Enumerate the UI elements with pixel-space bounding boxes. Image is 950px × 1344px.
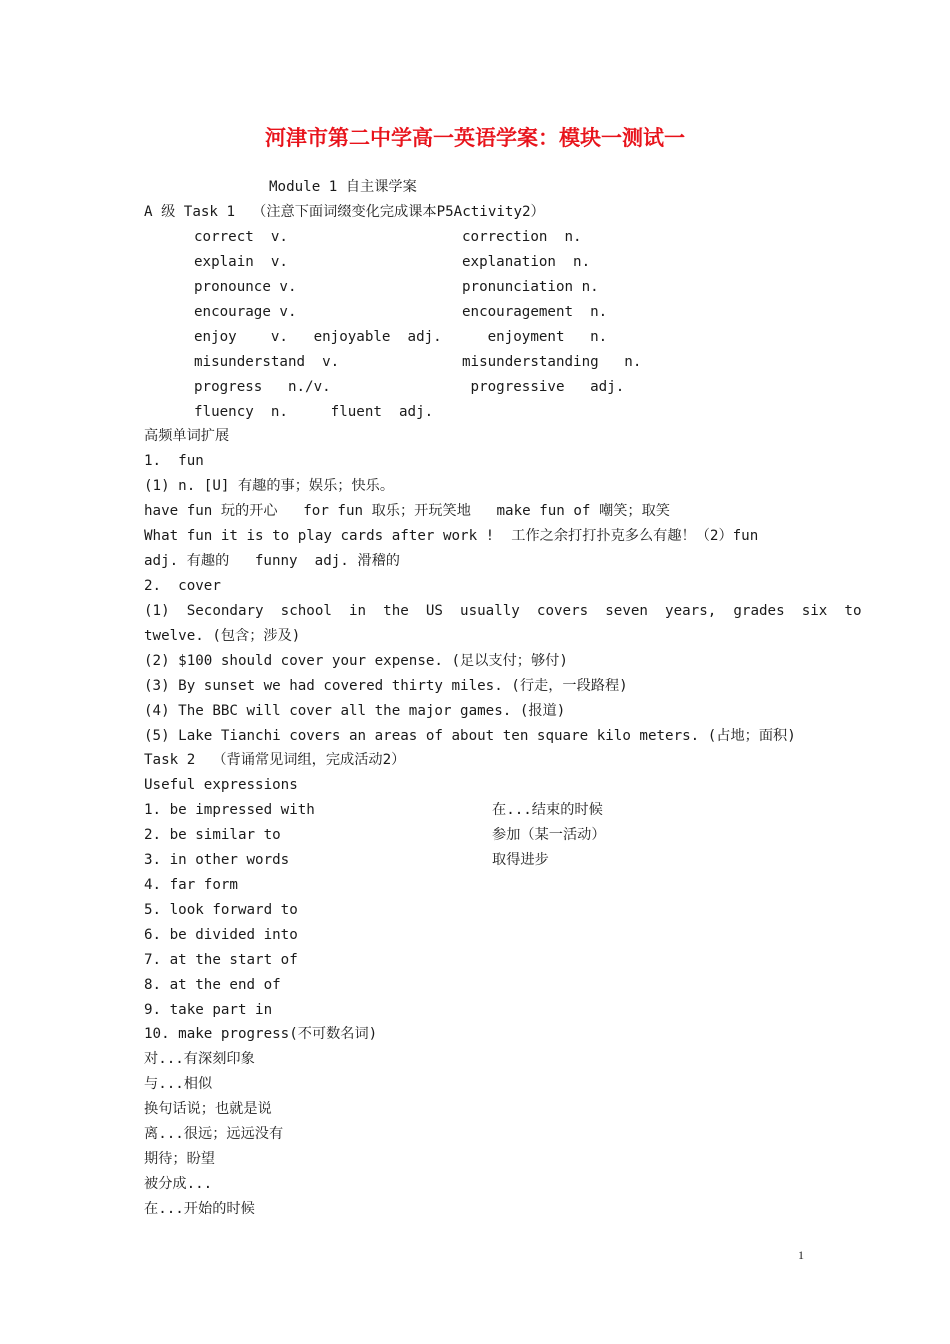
vocab-line: (5) Lake Tianchi covers an areas of about ten square kilo meters. (占地；面积)	[144, 728, 796, 744]
meaning-item: 离...很远；远远没有	[144, 1126, 284, 1142]
vocab-line: What fun it is to play cards after work ! 工作之余打打扑克多么有趣！（2）fun	[144, 528, 759, 544]
vocab-item-cover: 2. cover	[144, 578, 221, 594]
word-right: misunderstanding n.	[462, 354, 642, 370]
vocab-item-fun: 1. fun	[144, 453, 204, 469]
word-left: encourage v.	[194, 304, 297, 320]
word-left: correct v.	[194, 229, 288, 245]
meaning-item: 换句话说；也就是说	[144, 1101, 272, 1117]
meaning-item: 期待；盼望	[144, 1151, 215, 1167]
phrase-meaning: 取得进步	[492, 852, 549, 868]
meaning-item: 与...相似	[144, 1076, 213, 1092]
word-right: explanation n.	[462, 254, 591, 270]
vocab-line: (1) Secondary school in the US usually covers seven years, grades six to	[144, 603, 862, 619]
meaning-item: 被分成...	[144, 1176, 213, 1192]
meaning-item: 对...有深刻印象	[144, 1051, 255, 1067]
page-title: 河津市第二中学高一英语学案：模块一测试一	[265, 125, 685, 150]
task1-heading: A 级 Task 1 （注意下面词缀变化完成课本P5Activity2）	[144, 204, 545, 220]
task2-heading: Task 2 （背诵常见词组，完成活动2）	[144, 752, 406, 768]
vocab-line: twelve. (包含；涉及)	[144, 628, 301, 644]
word-left: pronounce v.	[194, 279, 297, 295]
phrase-item: 10. make progress(不可数名词)	[144, 1026, 378, 1042]
vocab-line: adj. 有趣的 funny adj. 滑稽的	[144, 553, 400, 569]
phrase-item: 2. be similar to	[144, 827, 281, 843]
word-right: progressive adj.	[462, 379, 625, 395]
word-right: enjoyment n.	[462, 329, 608, 345]
phrase-meaning: 参加（某一活动）	[492, 827, 606, 843]
word-left: misunderstand v.	[194, 354, 340, 370]
phrase-item: 1. be impressed with	[144, 802, 315, 818]
word-right: correction n.	[462, 229, 582, 245]
phrase-item: 4. far form	[144, 877, 238, 893]
phrase-item: 7. at the start of	[144, 952, 298, 968]
word-right: encouragement n.	[462, 304, 608, 320]
word-left: explain v.	[194, 254, 288, 270]
word-right: pronunciation n.	[462, 279, 599, 295]
word-left: progress n./v.	[194, 379, 331, 395]
phrase-item: 8. at the end of	[144, 977, 281, 993]
phrase-item: 5. look forward to	[144, 902, 298, 918]
vocab-line: (2) $100 should cover your expense. (足以支付；够付)	[144, 653, 568, 669]
phrase-item: 3. in other words	[144, 852, 290, 868]
useful-expressions-heading: Useful expressions	[144, 777, 298, 793]
vocab-line: have fun 玩的开心 for fun 取乐；开玩笑地 make fun of 嘲笑；取笑	[144, 503, 670, 519]
module-heading: Module 1 自主课学案	[269, 179, 417, 195]
vocab-line: (4) The BBC will cover all the major games. (报道)	[144, 703, 566, 719]
phrase-item: 9. take part in	[144, 1002, 273, 1018]
page-number: 1	[798, 1248, 804, 1262]
phrase-meaning: 在...结束的时候	[492, 802, 603, 818]
word-left: fluency n. fluent adj.	[194, 404, 434, 420]
vocab-line: (3) By sunset we had covered thirty miles. (行走，一段路程)	[144, 678, 628, 694]
meaning-item: 在...开始的时候	[144, 1201, 255, 1217]
vocab-heading: 高频单词扩展	[144, 428, 230, 444]
word-left: enjoy v. enjoyable adj.	[194, 329, 442, 345]
phrase-item: 6. be divided into	[144, 927, 298, 943]
vocab-line: (1) n. [U] 有趣的事；娱乐；快乐。	[144, 478, 395, 494]
